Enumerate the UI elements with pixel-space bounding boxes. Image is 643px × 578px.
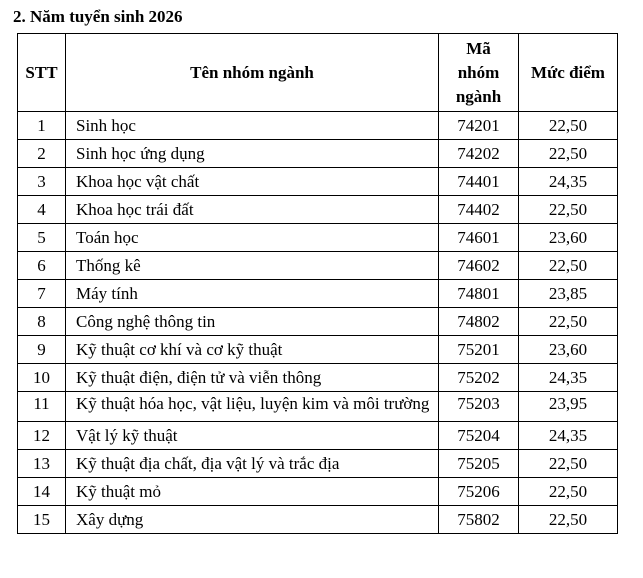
- cell-major-group-code: 74401: [439, 168, 519, 196]
- cell-major-group-name: Khoa học vật chất: [66, 168, 439, 196]
- table-row: [18, 280, 618, 308]
- cell-score: 23,85: [519, 280, 618, 308]
- cell-major-group-code: 75201: [439, 336, 519, 364]
- header-code-line: ngành: [455, 86, 502, 106]
- cell-stt: 14: [18, 478, 66, 506]
- cell-major-group-code: 75202: [439, 364, 519, 392]
- header-stt: STT: [18, 34, 66, 112]
- cell-major-group-code: 74202: [439, 140, 519, 168]
- cell-stt: 13: [18, 450, 66, 478]
- header-major-group-code: [439, 34, 519, 112]
- table-row: [18, 450, 618, 478]
- cell-major-group-name: Công nghệ thông tin: [66, 308, 439, 336]
- cell-major-group-code: 75204: [439, 422, 519, 450]
- table-row: [18, 392, 618, 422]
- cell-score: 24,35: [519, 168, 618, 196]
- header-major-group-name: Tên nhóm ngành: [66, 34, 439, 112]
- table-row: [18, 224, 618, 252]
- cell-major-group-name: Toán học: [66, 224, 439, 252]
- cell-major-group-code: 74801: [439, 280, 519, 308]
- cell-major-group-name: Máy tính: [66, 280, 439, 308]
- header-score: Mức điểm: [519, 34, 618, 112]
- table-row: [18, 336, 618, 364]
- cell-stt: 10: [18, 364, 66, 392]
- cell-major-group-name: Sinh học ứng dụng: [66, 140, 439, 168]
- table-row: [18, 112, 618, 140]
- cell-score: 22,50: [519, 308, 618, 336]
- table-body: [18, 112, 618, 534]
- table-row: [18, 506, 618, 534]
- table-row: [18, 308, 618, 336]
- cell-score: 24,35: [519, 422, 618, 450]
- cell-major-group-name: Thống kê: [66, 252, 439, 280]
- cell-major-group-name: Sinh học: [66, 112, 439, 140]
- cell-stt: 5: [18, 224, 66, 252]
- table-row: [18, 422, 618, 450]
- cell-major-group-name: Kỹ thuật địa chất, địa vật lý và trắc địa: [66, 450, 439, 478]
- cell-major-group-code: 75205: [439, 450, 519, 478]
- table-row: [18, 140, 618, 168]
- cell-score: 22,50: [519, 140, 618, 168]
- admission-score-table: [17, 33, 618, 534]
- section-heading: 2. Năm tuyển sinh 2026: [13, 7, 183, 26]
- cell-stt: 8: [18, 308, 66, 336]
- cell-score: 22,50: [519, 112, 618, 140]
- table-row: [18, 478, 618, 506]
- cell-major-group-code: 74402: [439, 196, 519, 224]
- cell-stt: 2: [18, 140, 66, 168]
- cell-score: 22,50: [519, 252, 618, 280]
- cell-stt: 12: [18, 422, 66, 450]
- cell-major-group-code: 74601: [439, 224, 519, 252]
- table-header-row: [18, 34, 618, 112]
- cell-score: 22,50: [519, 506, 618, 534]
- cell-major-group-name: Kỹ thuật mỏ: [66, 478, 439, 506]
- cell-score: 22,50: [519, 450, 618, 478]
- cell-major-group-name: Xây dựng: [66, 506, 439, 534]
- table-row: [18, 196, 618, 224]
- cell-stt: 11: [18, 392, 66, 422]
- cell-major-group-code: 75802: [439, 506, 519, 534]
- cell-major-group-name: Kỹ thuật điện, điện tử và viễn thông: [66, 364, 439, 392]
- cell-major-group-code: 74602: [439, 252, 519, 280]
- cell-score: 24,35: [519, 364, 618, 392]
- header-code-line: Mã: [466, 38, 491, 58]
- cell-major-group-code: 75203: [439, 392, 519, 422]
- header-code-line: nhóm: [457, 62, 500, 82]
- cell-stt: 6: [18, 252, 66, 280]
- cell-stt: 7: [18, 280, 66, 308]
- cell-score: 22,50: [519, 196, 618, 224]
- cell-stt: 15: [18, 506, 66, 534]
- cell-stt: 1: [18, 112, 66, 140]
- cell-stt: 3: [18, 168, 66, 196]
- cell-major-group-name: Kỹ thuật cơ khí và cơ kỹ thuật: [66, 336, 439, 364]
- cell-major-group-code: 75206: [439, 478, 519, 506]
- cell-score: 23,95: [519, 392, 618, 422]
- cell-stt: 9: [18, 336, 66, 364]
- cell-major-group-name: Kỹ thuật hóa học, vật liệu, luyện kim và môi trường: [66, 392, 439, 422]
- cell-major-group-code: 74802: [439, 308, 519, 336]
- cell-major-group-code: 74201: [439, 112, 519, 140]
- cell-major-group-name: Vật lý kỹ thuật: [66, 422, 439, 450]
- cell-stt: 4: [18, 196, 66, 224]
- cell-score: 22,50: [519, 478, 618, 506]
- table-row: [18, 364, 618, 392]
- table-row: [18, 168, 618, 196]
- cell-major-group-name: Khoa học trái đất: [66, 196, 439, 224]
- table-row: [18, 252, 618, 280]
- cell-score: 23,60: [519, 336, 618, 364]
- cell-score: 23,60: [519, 224, 618, 252]
